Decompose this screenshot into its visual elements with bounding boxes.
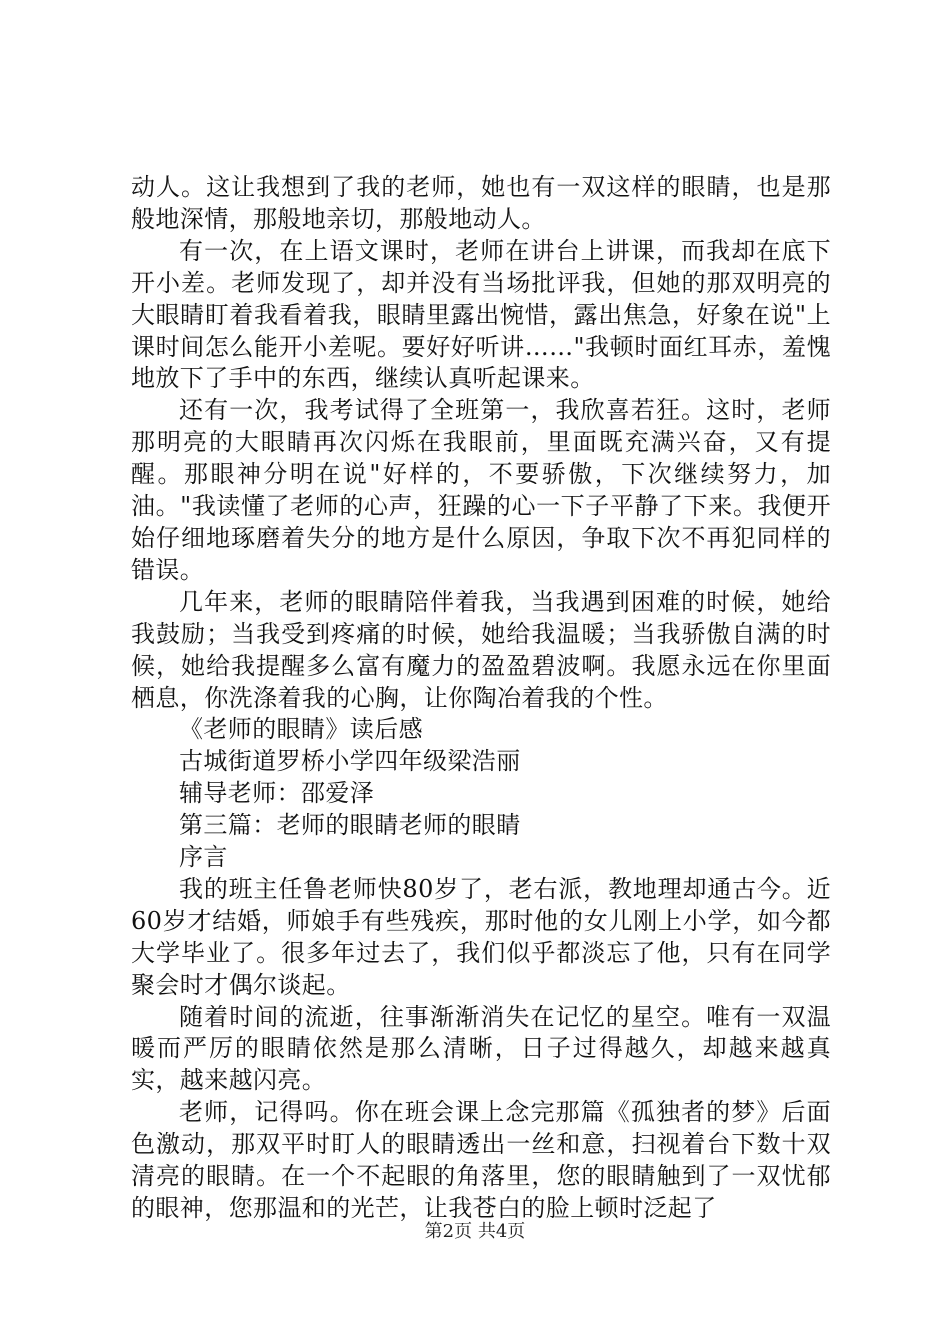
document-body — [131, 172, 831, 1225]
paragraph-1: 动人。这让我想到了我的老师，她也有一双这样的眼睛，也是那般地深情，那般地亲切，那般地动人。 — [131, 173, 831, 233]
author-line: 古城街道罗桥小学四年级梁浩丽 — [179, 747, 521, 776]
paragraph-10: 我的班主任鲁老师快80岁了，老右派，教地理却通古今。近60岁才结婚，师娘手有些残疾，那时他的女儿刚上小学，如今都大学毕业了。很多年过去了，我们似乎都淡忘了他，只有在同学聚会时才偶尔谈起。 — [131, 874, 831, 999]
paragraph-3: 还有一次，我考试得了全班第一，我欣喜若狂。这时，老师那明亮的大眼睛再次闪烁在我眼前，里面既充满兴奋，又有提醒。那眼神分明在说"好样的，不要骄傲，下次继续努力，加油。"我读懂了老师的心声，狂躁的心一下子平静了下来。我便开始仔细地琢磨着失分的地方是什么原因，争取下次不再犯同样的错误。 — [131, 396, 831, 584]
paragraph-4: 几年来，老师的眼睛陪伴着我，当我遇到困难的时候，她给我鼓励；当我受到疼痛的时候，她给我温暖；当我骄傲自满的时候，她给我提醒多么富有魔力的盈盈碧波啊。我愿永远在你里面栖息，你洗涤着我的心胸，让你陶冶着我的个性。 — [131, 587, 831, 712]
preface-heading: 序言 — [179, 843, 228, 872]
page-footer: 第2页 共4页 — [424, 1221, 526, 1242]
paragraph-12: 老师，记得吗。你在班会课上念完那篇《孤独者的梦》后面色激动，那双平时盯人的眼睛透出一丝和意，扫视着台下数十双清亮的眼睛。在一个不起眼的角落里，您的眼睛触到了一双忧郁的眼神，您那温和的光芒，让我苍白的脸上顿时泛起了 — [131, 1098, 831, 1222]
section-heading: 第三篇：老师的眼睛老师的眼睛 — [179, 811, 521, 840]
essay-title-line: 《老师的眼睛》读后感 — [179, 715, 423, 744]
paragraph-2: 有一次，在上语文课时，老师在讲台上讲课，而我却在底下开小差。老师发现了，却并没有当场批评我，但她的那双明亮的大眼睛盯着我看着我，眼睛里露出惋惜，露出焦急，好象在说"上课时间怎么能开小差呢。要好好听讲……"我顿时面红耳赤，羞愧地放下了手中的东西，继续认真听起课来。 — [131, 236, 831, 393]
paragraph-11: 随着时间的流逝，往事渐渐消失在记忆的星空。唯有一双温暖而严厉的眼睛依然是那么清晰，日子过得越久，却越来越真实，越来越闪亮。 — [131, 1002, 831, 1095]
advisor-line: 辅导老师：邵爱泽 — [179, 779, 375, 808]
